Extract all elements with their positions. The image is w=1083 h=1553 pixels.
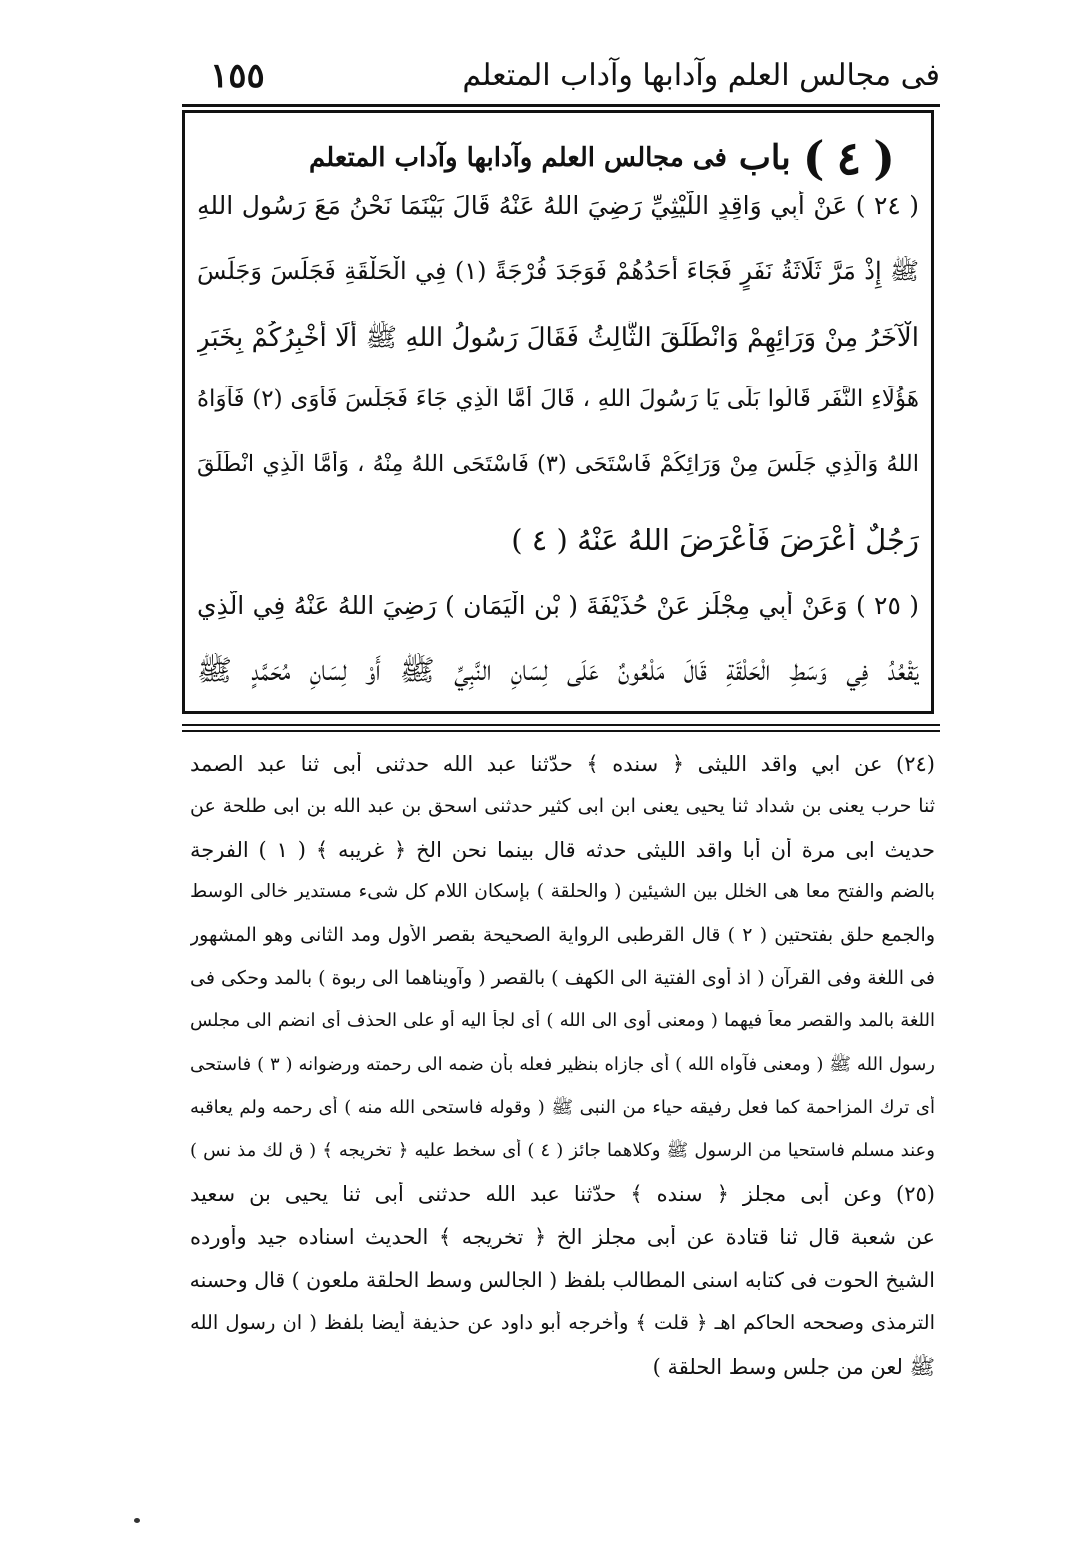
footnote-line-14: الترمذى وصححه الحاكم اهـ ﴿ قلت ﴾ وأخرجه أبو داود عن حذيفة أيضا بلفظ ( ان رسول الله xyxy=(190,1311,935,1334)
footnote-line-7: اللغة بالمد والقصر معاً فيهما ( ومعنى أوى الى الله ) أى لجأ اليه أو على الحذف أى انضم الى مجلس xyxy=(190,1010,935,1031)
footnote-line-11: (٢٥) وعن أبى مجلز ﴿ سنده ﴾ حدّثنا عبد الله حدثنى أبى ثنا يحيى بن سعيد xyxy=(190,1182,935,1206)
matn-line-8: يَقْعُدُ فِي وَسَطِ الْحَلْقَةِ قَالَ مَلْعُونٌ عَلَى لِسَانِ النَّبِيِّ ﷺ أَوْ لِسَانِ مُحَمَّدٍ ﷺ xyxy=(197,653,919,687)
chapter-word: باب xyxy=(738,138,791,178)
chapter-number: ٤ xyxy=(836,131,862,185)
matn-line-2: ﷺ إِذْ مَرَّ ثَلَاثَةُ نَفَرٍ فَجَاءَ أَحَدُهُمْ فَوَجَدَ فُرْجَةً (١) فِي الْحَلْقَةِ فَجَلَسَ وَجَلَسَ xyxy=(197,257,919,285)
footnote-line-10: وعند مسلم فاستحيا من الرسول ﷺ وكلاهما جائز ( ٤ ) أى سخط عليه ﴿ تخريجه ﴾ ( ق لك مذ نس ) xyxy=(190,1140,935,1161)
page-number: ١٥٥ xyxy=(210,56,265,96)
running-title: فى مجالس العلم وآدابها وآداب المتعلم xyxy=(462,58,940,93)
footnote-line-3: حديث ابى مرة أن أبا واقد الليثى حدثه قال بينما نحن الخ ﴿ غريبه ﴾ ( ١ ) الفرجة xyxy=(190,838,935,862)
footnote-line-1: (٢٤) عن ابي واقد الليثى ﴿ سنده ﴾ حدّثنا عبد الله حدثنى أبى ثنا عبد الصمد xyxy=(190,752,935,776)
footnote-line-15: ﷺ لعن من جلس وسط الحلقة ) xyxy=(652,1355,935,1379)
footnote-divider-2 xyxy=(182,730,940,732)
header-rule xyxy=(182,104,940,107)
matn-line-5: اللهُ وَالَّذِي جَلَسَ مِنْ وَرَائِكُمْ فَاسْتَحَى (٣) فَاسْتَحَى اللهُ مِنْهُ ، وَأَمَّا الَّذِي انْطَلَقَ xyxy=(197,451,919,477)
footnote-line-6: فى اللغة وفى القرآن ( اذ أوى الفتية الى الكهف ) بالقصر ( وآويناهما الى ربوة ) بالمد وحكى فى xyxy=(190,967,935,989)
footnote-line-9: أى ترك المزاحمة كما فعل رفيقه حياء من النبى ﷺ ( وقوله فاستحى الله منه ) أى رحمه ولم يعاقبه xyxy=(190,1097,935,1118)
matn-line-4: هَؤُلَاءِ النَّفَرِ قَالُوا بَلَى يَا رَسُولَ اللهِ ، قَالَ أَمَّا الَّذِي جَاءَ فَجَلَسَ فَأَوَى (٢) فَآوَاهُ xyxy=(197,386,919,412)
footnote-divider xyxy=(182,724,940,726)
footnote-line-13: الشيخ الحوت فى كتابه اسنى المطالب بلفظ ( الجالس وسط الحلقة ملعون ) قال وحسنه xyxy=(190,1268,935,1292)
matn-frame xyxy=(182,110,934,714)
footnote-line-12: عن شعبة قال ثنا قتادة عن أبى مجلز الخ ﴿ تخريجه ﴾ الحديث اسناده جيد وأورده xyxy=(190,1225,935,1249)
footnote-line-5: والجمع حلق بفتحتين ( ٢ ) قال القرطبى الرواية الصحيحة بقصر الأول ومد الثانى وهو المشهور xyxy=(190,924,935,946)
matn-line-3: الْآخَرُ مِنْ وَرَائِهِمْ وَانْطَلَقَ الثَّالِثُ فَقَالَ رَسُولُ اللهِ ﷺ أَلَا أُخْبِرُكُمْ بِخَبَرِ xyxy=(197,323,919,353)
chapter-heading xyxy=(309,131,895,185)
chapter-open-paren: ( xyxy=(873,131,895,185)
footnote-line-4: بالضم والفتح معا هى الخلل بين الشيئين ( والحلقة ) بإسكان اللام كل شىء مستدير خالى الوسط xyxy=(190,881,935,902)
matn-line-6: رَجُلٌ أَعْرَضَ فَأَعْرَضَ اللهُ عَنْهُ ( ٤ ) xyxy=(511,523,919,557)
footnote-line-2: ثنا حرب يعنى بن شداد ثنا يحيى يعنى ابن ابى كثير حدثنى اسحق بن عبد الله بن ابى طلحة عن xyxy=(190,795,935,817)
matn-line-7: ( ٢٥ ) وَعَنْ أَبِي مِجْلَزٍ عَنْ حُذَيْفَةَ ( بْنِ الْيَمَانِ ) رَضِيَ اللهُ عَنْهُ فِي الَّذِي xyxy=(197,591,919,620)
print-speck xyxy=(134,1518,140,1523)
chapter-title: فى مجالس العلم وآدابها وآداب المتعلم xyxy=(308,143,727,173)
footnote-line-8: رسول الله ﷺ ( ومعنى فآواه الله ) أى جازاه بنظير فعله بأن ضمه الى رحمته ورضوانه ( ٣ ) فاستحى xyxy=(190,1054,935,1075)
chapter-close-paren: ) xyxy=(802,131,825,185)
page-header xyxy=(182,50,940,110)
matn-line-1: ( ٢٤ ) عَنْ أَبِي وَاقِدٍ اللَّيْثِيِّ رَضِيَ اللهُ عَنْهُ قَالَ بَيْنَمَا نَحْنُ مَعَ رَسُولِ اللهِ xyxy=(197,191,919,220)
